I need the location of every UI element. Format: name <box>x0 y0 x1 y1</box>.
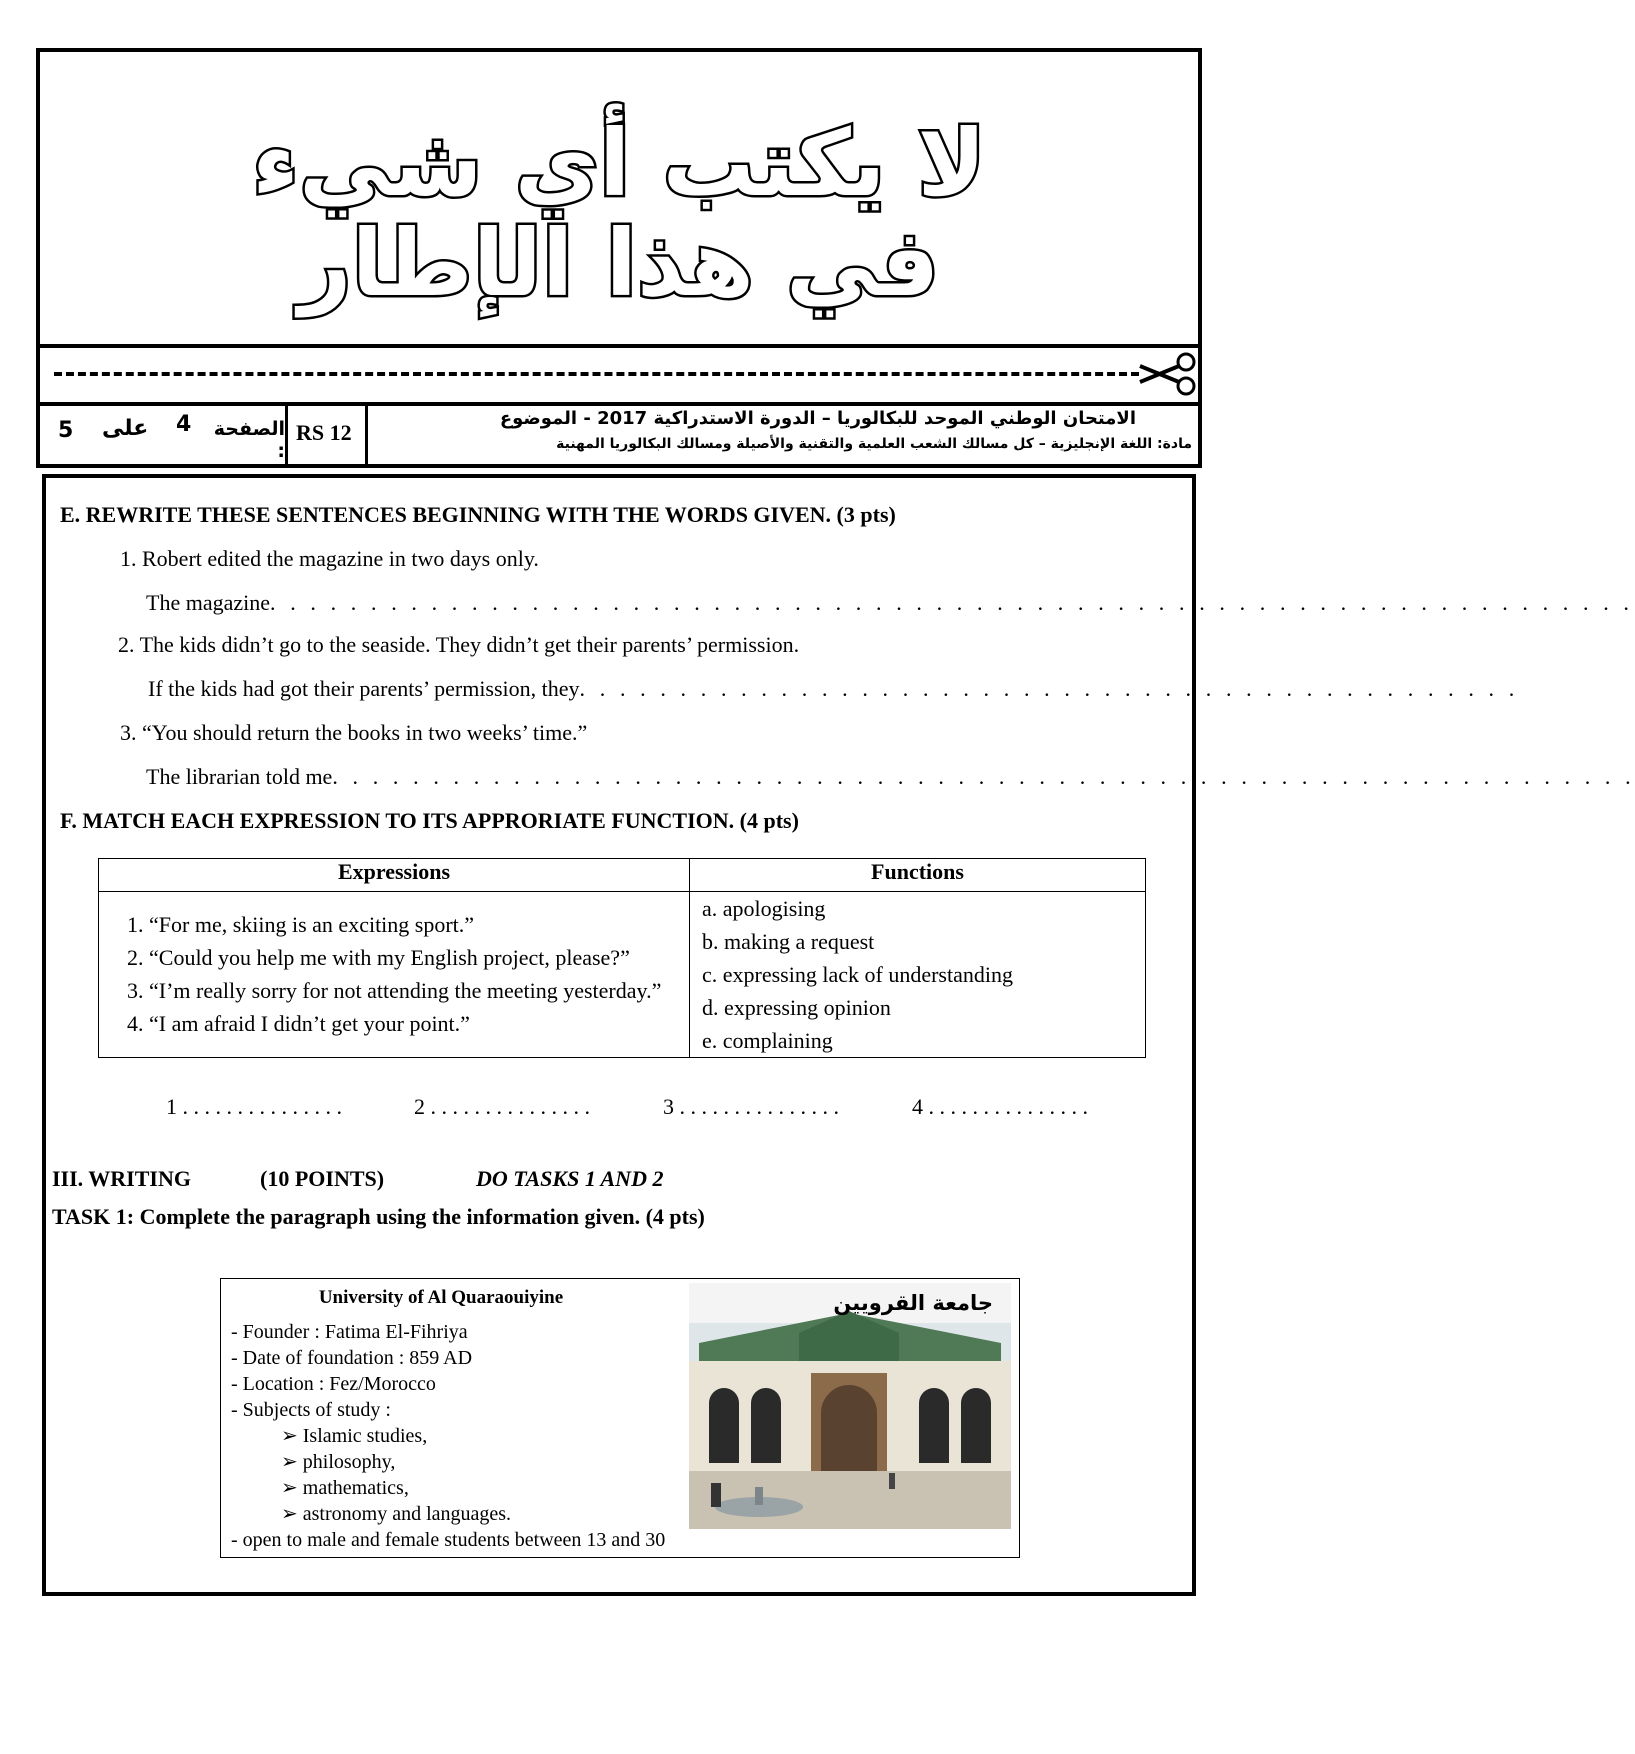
subject-text: philosophy, <box>302 1451 396 1473</box>
prompt-2: If the kids had got their parents’ permission, they <box>148 676 580 701</box>
writing-instruction: DO TASKS 1 AND 2 <box>476 1166 664 1191</box>
subject-item <box>281 1423 665 1449</box>
frame-notice-line2: في هذا الإطار <box>298 210 940 317</box>
subjects-list <box>231 1423 665 1527</box>
rewrite-line-3[interactable] <box>146 764 1635 790</box>
arrow-bullet-icon: ➢ <box>281 1477 303 1499</box>
rewrite-line-1[interactable] <box>146 590 1634 616</box>
answer-blank-3[interactable]: 3 . . . . . . . . . . . . . . . <box>663 1094 839 1119</box>
prompt-1: The magazine <box>146 590 270 615</box>
expression-item: 2. “Could you help me with my English project, please?” <box>127 945 630 970</box>
answer-dots-1: . . . . . . . . . . . . . . . . . . . . . . . . . . . . . . . . . . . . . . . . . . . . . . . . . . . . . . . . . . . . . . . . . . . . <box>270 590 1634 615</box>
subject-item <box>281 1449 665 1475</box>
answer-dots-2: . . . . . . . . . . . . . . . . . . . . . . . . . . . . . . . . . . . . . . . . . . . . . . . <box>579 676 1519 701</box>
do-not-write-frame <box>36 48 1202 348</box>
scissors-icon <box>1136 352 1196 396</box>
section-f-heading: F. MATCH EACH EXPRESSION TO ITS APPRORIATE FUNCTION. (4 pts) <box>60 808 799 833</box>
section-e-heading: E. REWRITE THESE SENTENCES BEGINNING WITH THE WORDS GIVEN. (3 pts) <box>60 502 896 527</box>
col-expressions: Expressions <box>99 859 690 892</box>
answer-blank-4[interactable]: 4 . . . . . . . . . . . . . . . <box>912 1094 1088 1119</box>
info-line: - Founder : Fatima El-Fihriya <box>231 1321 468 1343</box>
answer-blank-1[interactable]: 1 . . . . . . . . . . . . . . . <box>166 1094 342 1119</box>
subject-item <box>281 1501 665 1527</box>
col-functions: Functions <box>690 859 1146 892</box>
prompt-3: The librarian told me <box>146 764 333 789</box>
code-text: RS 12 <box>296 420 352 445</box>
answer-dots-3: . . . . . . . . . . . . . . . . . . . . . . . . . . . . . . . . . . . . . . . . . . . . . . . . . . . . . . . . . . . . . . . . . <box>332 764 1635 789</box>
function-item: e. complaining <box>702 1028 833 1053</box>
function-item: c. expressing lack of understanding <box>702 962 1013 987</box>
writing-title: III. WRITING <box>52 1166 191 1191</box>
subject-text: astronomy and languages. <box>302 1503 512 1525</box>
expression-item: 3. “I’m really sorry for not attending the meeting yesterday.” <box>127 978 662 1003</box>
expression-item: 1. “For me, skiing is an exciting sport.” <box>127 912 475 937</box>
exam-header <box>36 406 1202 468</box>
exam-title-line1: الامتحان الوطني الموحد للبكالوريا – الدورة الاستدراكية 2017 - الموضوع <box>499 408 1136 429</box>
exam-title-line2: مادة: اللغة الإنجليزية – كل مسالك الشعب العلمية والتقنية والأصيلة ومسالك البكالوريا المهنية <box>556 436 1192 452</box>
subject-text: mathematics, <box>302 1477 409 1499</box>
courtyard-illustration <box>689 1283 1011 1529</box>
answer-blank-2[interactable]: 2 . . . . . . . . . . . . . . . <box>414 1094 590 1119</box>
university-photo <box>689 1283 1011 1529</box>
sentence-3: 3. “You should return the books in two weeks’ time.” <box>120 720 588 745</box>
arrow-bullet-icon: ➢ <box>281 1451 303 1473</box>
sentence-1: 1. Robert edited the magazine in two days only. <box>120 546 539 571</box>
subject-code <box>288 406 368 464</box>
subject-item <box>281 1475 665 1501</box>
function-item: d. expressing opinion <box>702 995 891 1020</box>
subject-text: Islamic studies, <box>302 1425 428 1447</box>
info-line-last: - open to male and female students between 13 and 30 <box>231 1529 666 1551</box>
page-number: 4 <box>176 412 192 437</box>
info-lines <box>231 1319 665 1553</box>
exam-title <box>368 406 1198 464</box>
page-indicator <box>40 406 288 464</box>
expressions-cell <box>99 892 690 1058</box>
function-item: a. apologising <box>702 896 826 921</box>
rewrite-line-2[interactable] <box>148 676 1519 702</box>
function-item: b. making a request <box>702 929 875 954</box>
cut-line-band <box>36 348 1202 406</box>
of-label: على <box>102 416 149 441</box>
dashed-cut-line <box>54 372 1139 376</box>
arrow-bullet-icon: ➢ <box>281 1425 303 1447</box>
page-label: الصفحة : <box>213 418 285 462</box>
info-line: - Date of foundation : 859 AD <box>231 1347 473 1369</box>
matching-table <box>98 858 1146 1058</box>
exam-content-frame <box>42 474 1635 1596</box>
expression-item: 4. “I am afraid I didn’t get your point.” <box>127 1011 470 1036</box>
info-line: - Subjects of study : <box>231 1399 391 1421</box>
info-card-title: University of Al Quaraouiyine <box>318 1287 564 1308</box>
page-total: 5 <box>58 418 74 443</box>
info-line: - Location : Fez/Morocco <box>231 1373 436 1395</box>
frame-notice-line1: لا يكتب أي شيء <box>251 110 987 217</box>
writing-points: (10 POINTS) <box>260 1166 385 1191</box>
task1-heading: TASK 1: Complete the paragraph using the information given. (4 pts) <box>52 1204 705 1229</box>
photo-caption: جامعة القرويين <box>833 1291 993 1315</box>
university-info-card <box>220 1278 1020 1558</box>
sentence-2: 2. The kids didn’t go to the seaside. They didn’t get their parents’ permission. <box>118 632 800 657</box>
arrow-bullet-icon: ➢ <box>281 1503 303 1525</box>
functions-cell <box>690 892 1146 1058</box>
